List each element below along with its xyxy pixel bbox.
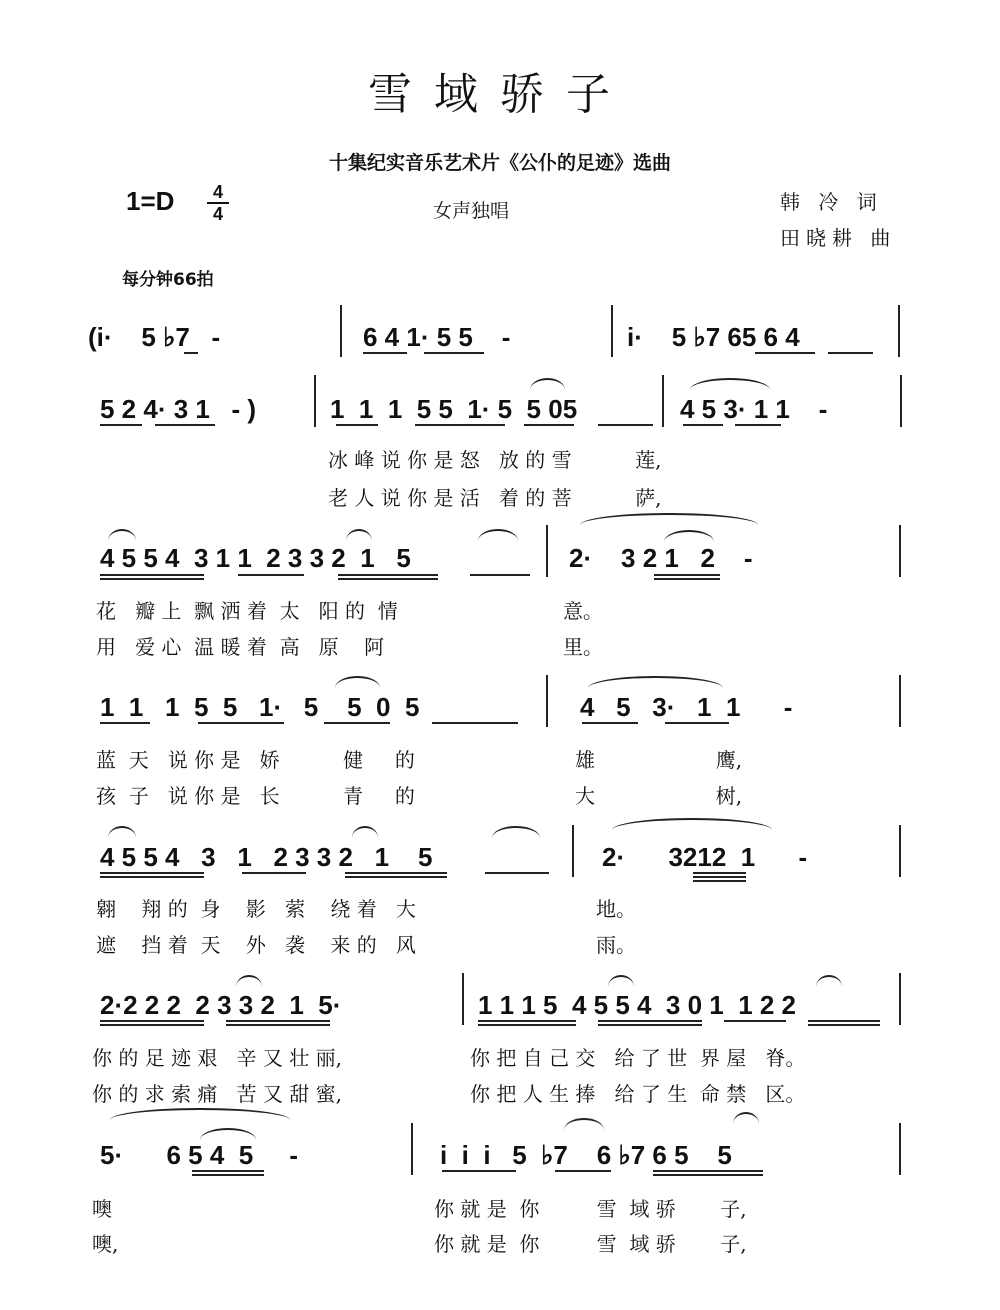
underline-beam	[654, 574, 720, 576]
underline-beam	[100, 574, 204, 576]
measure-notes: 4 5 5 4 3 1 2 3 3 2 1 5	[100, 842, 433, 872]
underline-beam	[665, 722, 729, 724]
barline	[411, 1123, 413, 1175]
underline-beam	[100, 876, 204, 878]
time-signature-top: 4	[212, 182, 223, 202]
measure-notes: 4 5 3· 1 1 -	[680, 394, 828, 424]
underline-beam	[324, 722, 390, 724]
song-subtitle: 十集纪实音乐艺术片《公仆的足迹》选曲	[328, 152, 671, 174]
underline-beam	[485, 872, 549, 874]
barline	[900, 375, 902, 427]
lyric-line-verse-1: 你 的 足 迹 艰 辛 又 壮 丽,	[92, 1046, 342, 1070]
barline	[462, 973, 464, 1025]
lyric-line-verse-1: 地。	[596, 897, 636, 921]
underline-beam	[198, 722, 284, 724]
lyric-line-verse-1: 冰 峰 说 你 是 怒 放 的 雪 莲,	[328, 448, 662, 472]
barline	[899, 973, 901, 1025]
slur-mark	[478, 529, 518, 541]
key-signature: 1=D	[126, 186, 175, 216]
underline-beam	[100, 578, 204, 580]
measure-notes: 5· 6 5 4 5 -	[100, 1140, 298, 1170]
lyric-line-verse-2: 里。	[563, 635, 603, 659]
underline-beam	[226, 1024, 330, 1026]
underline-beam	[755, 352, 815, 354]
underline-beam	[808, 1024, 880, 1026]
slur-mark	[564, 1118, 604, 1130]
underline-beam	[338, 574, 438, 576]
underline-beam	[184, 352, 198, 354]
underline-beam	[100, 722, 150, 724]
lyric-line-verse-1: 雄 鹰,	[575, 748, 743, 772]
underline-beam	[524, 424, 574, 426]
underline-beam	[336, 424, 378, 426]
voice-type: 女声独唱	[433, 200, 510, 222]
slur-mark	[200, 1128, 256, 1140]
underline-beam	[735, 424, 781, 426]
time-signature-bottom: 4	[212, 204, 223, 224]
lyric-line-verse-1: 你 把 自 己 交 给 了 世 界 屋 脊。	[470, 1046, 806, 1070]
measure-notes: 5 2 4· 3 1 - )	[100, 394, 257, 424]
lyric-line-verse-2: 你 就 是 你 雪 域 骄 子,	[434, 1232, 747, 1256]
slur-mark	[588, 676, 723, 688]
underline-beam	[242, 872, 306, 874]
measure-notes: 1 1 1 5 4 5 5 4 3 0 1 1 2 2	[478, 990, 797, 1020]
slur-mark	[580, 513, 758, 525]
lyric-line-verse-2: 孩 子 说 你 是 长 青 的	[96, 784, 415, 808]
underline-beam	[598, 1020, 702, 1022]
slur-mark	[816, 975, 842, 987]
underline-beam	[100, 1020, 204, 1022]
slur-mark	[733, 1112, 759, 1124]
slur-mark	[236, 975, 262, 987]
barline	[899, 675, 901, 727]
underline-beam	[100, 872, 204, 874]
underline-beam	[442, 1170, 516, 1172]
composer-credit: 田晓耕 曲	[780, 226, 897, 250]
underline-beam	[693, 876, 746, 878]
measure-notes: (i· 5 ♭7 -	[88, 322, 221, 352]
measure-notes: 2· 3212 1 -	[602, 842, 808, 872]
slur-mark	[110, 1108, 290, 1120]
underline-beam	[100, 424, 142, 426]
underline-beam	[415, 424, 505, 426]
underline-beam	[654, 578, 720, 580]
lyric-line-verse-1: 蓝 天 说 你 是 娇 健 的	[96, 748, 415, 772]
measure-notes: 6 4 1· 5 5 -	[363, 322, 511, 352]
lyric-line-verse-1: 噢	[92, 1197, 112, 1221]
underline-beam	[238, 574, 304, 576]
tempo-marking: 每分钟66拍	[122, 270, 214, 290]
barline	[899, 1123, 901, 1175]
underline-beam	[345, 876, 447, 878]
barline	[899, 825, 901, 877]
time-signature	[207, 183, 229, 223]
barline	[572, 825, 574, 877]
barline	[314, 375, 316, 427]
underline-beam	[683, 424, 723, 426]
lyric-line-verse-1: 你 就 是 你 雪 域 骄 子,	[434, 1197, 747, 1221]
underline-beam	[100, 1024, 204, 1026]
slur-mark	[690, 378, 770, 390]
lyric-line-verse-2: 老 人 说 你 是 活 着 的 菩 萨,	[328, 486, 662, 510]
underline-beam	[478, 1020, 576, 1022]
underline-beam	[582, 722, 638, 724]
measure-notes: 4 5 3· 1 1 -	[580, 692, 793, 722]
lyric-line-verse-2: 大 树,	[575, 784, 743, 808]
underline-beam	[598, 1024, 702, 1026]
underline-beam	[345, 872, 447, 874]
underline-beam	[653, 1170, 763, 1172]
barline	[546, 525, 548, 577]
measure-notes: i· 5 ♭7 65 6 4	[627, 322, 800, 352]
underline-beam	[653, 1174, 763, 1176]
slur-mark	[108, 529, 136, 541]
lyric-line-verse-1: 花 瓣 上 飘 洒 着 太 阳 的 情	[96, 599, 398, 623]
lyric-line-verse-2: 雨。	[596, 933, 636, 957]
measure-notes: 4 5 5 4 3 1 1 2 3 3 2 1 5	[100, 543, 411, 573]
underline-beam	[155, 424, 215, 426]
underline-beam	[828, 352, 873, 354]
barline	[546, 675, 548, 727]
barline	[340, 305, 342, 357]
slur-mark	[608, 975, 634, 987]
underline-beam	[192, 1170, 264, 1172]
underline-beam	[555, 1170, 611, 1172]
lyric-line-verse-1: 意。	[563, 599, 603, 623]
lyric-line-verse-2: 噢,	[92, 1232, 119, 1256]
underline-beam	[363, 352, 407, 354]
lyric-line-verse-2: 你 的 求 索 痛 苦 又 甜 蜜,	[92, 1082, 342, 1106]
barline	[662, 375, 664, 427]
barline	[611, 305, 613, 357]
measure-notes: 1 1 1 5 5 1· 5 5 0 5	[100, 692, 420, 722]
lyricist-credit: 韩 冷 词	[780, 190, 883, 214]
lyric-line-verse-2: 遮 挡 着 天 外 袭 来 的 风	[96, 933, 416, 957]
lyric-line-verse-2: 用 爱 心 温 暖 着 高 原 阿	[96, 635, 385, 659]
underline-beam	[470, 574, 530, 576]
slur-mark	[352, 826, 378, 838]
slur-mark	[492, 826, 540, 838]
underline-beam	[693, 880, 746, 882]
underline-beam	[192, 1174, 264, 1176]
slur-mark	[664, 530, 714, 542]
underline-beam	[424, 352, 484, 354]
barline	[899, 525, 901, 577]
slur-mark	[346, 529, 372, 541]
slur-mark	[612, 818, 772, 830]
measure-notes: 2· 3 2 1 2 -	[569, 543, 753, 573]
underline-beam	[478, 1024, 576, 1026]
lyric-line-verse-1: 翱 翔 的 身 影 萦 绕 着 大	[96, 897, 416, 921]
measure-notes: i i i 5 ♭7 6 ♭7 6 5 5	[440, 1140, 732, 1170]
slur-mark	[108, 826, 136, 838]
song-title: 雪域骄子	[368, 69, 632, 120]
measure-notes: 1 1 1 5 5 1· 5 5 05	[330, 394, 578, 424]
underline-beam	[808, 1020, 880, 1022]
slur-mark	[530, 378, 565, 390]
underline-beam	[724, 1020, 786, 1022]
underline-beam	[226, 1020, 330, 1022]
barline	[898, 305, 900, 357]
underline-beam	[693, 872, 746, 874]
underline-beam	[432, 722, 518, 724]
underline-beam	[338, 578, 438, 580]
measure-notes: 2·2 2 2 2 3 3 2 1 5·	[100, 990, 342, 1020]
lyric-line-verse-2: 你 把 人 生 捧 给 了 生 命 禁 区。	[470, 1082, 806, 1106]
underline-beam	[598, 424, 653, 426]
slur-mark	[335, 676, 380, 688]
